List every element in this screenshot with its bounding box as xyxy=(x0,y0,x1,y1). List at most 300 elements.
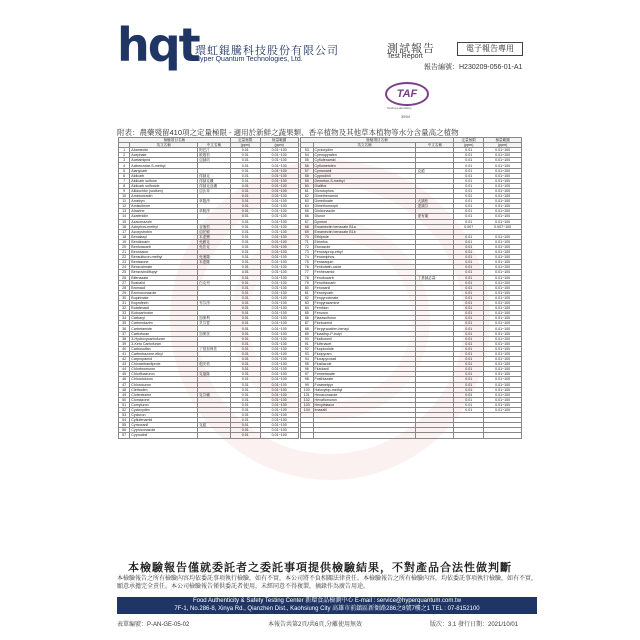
table-cell: 65 xyxy=(301,209,314,214)
table-cell: 0.01 xyxy=(230,178,260,183)
table-cell: 0.01 xyxy=(454,326,484,331)
table-cell: 克絕 xyxy=(198,423,231,428)
table-cell: 40 xyxy=(119,346,130,351)
taf-number: 3594 xyxy=(401,114,410,119)
table-cell: 27 xyxy=(119,280,130,285)
table-cell: Chlorantraniliprole xyxy=(130,362,198,367)
table-cell: 79 xyxy=(301,280,314,285)
unit-right-2: (ppm) xyxy=(484,143,522,148)
table-cell: Bupirimate xyxy=(130,295,198,300)
table-cell: 82 xyxy=(301,295,314,300)
table-cell: 5 xyxy=(119,168,130,173)
col-zh-right: 中文名稱 xyxy=(416,143,454,148)
table-cell: 達滅芬 xyxy=(416,204,454,209)
footer-disclaimer-text: 本檢驗報告之所有檢驗內容均依委託事項執行檢驗，如有不實，本公司將不負相關法律責任。本檢驗報告之所有檢驗內容，均依委託事項執行檢驗，如有不實，願意承擔完全責任。本公司檢驗報告僅供委託者使用，未經同意不得複製，摘錄作為廣告用途。 xyxy=(117,576,538,590)
report-title-zh: 測試報告 xyxy=(387,43,435,55)
table-cell: 0.01 xyxy=(230,326,260,331)
table-cell: Aldicarb sulfoxide xyxy=(130,183,198,188)
electronic-report-badge: 電子報告專用 xyxy=(457,42,523,56)
table-cell: 0.01 xyxy=(230,346,260,351)
table-cell: Allidochlor (sodium) xyxy=(130,188,198,193)
table-cell: 克絕 xyxy=(416,168,454,173)
table-cell xyxy=(484,433,522,438)
table-cell: 0.01~100 xyxy=(260,301,298,306)
table-cell: Hexaconazole xyxy=(313,392,416,397)
taf-logo: TAF xyxy=(385,82,429,106)
table-cell: 0.01~100 xyxy=(484,188,522,193)
table-cell xyxy=(301,433,314,438)
table-cell: 草脫淨 xyxy=(198,209,231,214)
footer-disclaimer-title: 本檢驗報告僅就委託者之委託事項提供檢驗結果，不對產品合法性做判斷 xyxy=(128,562,512,574)
table-cell: 15 xyxy=(119,219,130,224)
table-cell: Bromuconazole xyxy=(130,290,198,295)
table-cell: 52 xyxy=(119,407,130,412)
report-title-en: Test Report xyxy=(387,53,423,60)
table-cell: Ametryn xyxy=(130,199,198,204)
table-cell: Fenoxanil xyxy=(313,285,416,290)
table-cell: Emamectin benzoate B1b xyxy=(313,229,416,234)
table-cell: 0.01~100 xyxy=(260,158,298,163)
table-cell: 36 xyxy=(119,326,130,331)
table-cell: 0.01 xyxy=(230,270,260,275)
table-cell: 0.01 xyxy=(454,290,484,295)
table-cell: Bifenazate xyxy=(130,275,198,280)
table-cell: 92 xyxy=(301,346,314,351)
table-cell: Fenothiocarb xyxy=(313,280,416,285)
table-cell: Emamectin benzoate B1a xyxy=(313,224,416,229)
table-cell: 0.01~100 xyxy=(260,413,298,418)
table-cell: 0.01 xyxy=(230,316,260,321)
table-cell: 34 xyxy=(119,316,130,321)
table-cell: 0.01 xyxy=(454,158,484,163)
table-cell: 0.01 xyxy=(454,382,484,387)
table-cell: 0.01 xyxy=(230,367,260,372)
table-cell: Aldicarb sulfone xyxy=(130,178,198,183)
table-cell: Fenazaquin xyxy=(313,260,416,265)
table-cell: 0.01 xyxy=(230,311,260,316)
table-cell: 0.01~100 xyxy=(484,326,522,331)
table-cell: 0.01 xyxy=(230,168,260,173)
loq-header-right: 定量極限 xyxy=(454,138,484,143)
table-cell: Butafenacil xyxy=(130,306,198,311)
table-cell: Bromacil xyxy=(130,285,198,290)
table-cell: 0.01~100 xyxy=(260,183,298,188)
table-cell: 0.01 xyxy=(454,362,484,367)
table-cell: 0.01~100 xyxy=(484,351,522,356)
table-cell: 0.01 xyxy=(230,362,260,367)
table-cell: 亞滅培 xyxy=(198,158,231,163)
table-cell: 76 xyxy=(301,265,314,270)
table-cell: 0.01~100 xyxy=(484,402,522,407)
table-cell: 0.01 xyxy=(230,163,260,168)
table-cell: 0.01~100 xyxy=(260,357,298,362)
table-cell: 0.01~100 xyxy=(484,239,522,244)
version-info: 版次：3.1 發行日期：2021/10/01 xyxy=(430,622,519,628)
table-cell: 33 xyxy=(119,311,130,316)
table-cell: Fenpyroximate xyxy=(313,295,416,300)
table-cell: 0.01 xyxy=(454,209,484,214)
table-cell: 0.01~100 xyxy=(484,178,522,183)
table-cell: 加保利 xyxy=(198,316,231,321)
col-en-left: 英文名稱 xyxy=(130,143,198,148)
contact-line-2: 7F-1, No.286-8, Xinya Rd., Qianzhen Dist., Kaohsiung City 高雄市前鎮區新衙路286之8號7樓之1 TEL : 07-8152100 xyxy=(174,606,480,612)
table-cell: 0.01 xyxy=(230,255,260,260)
table-cell: Cyflufenamid xyxy=(313,158,416,163)
table-cell: 58 xyxy=(301,173,314,178)
table-cell: Chloroxuron xyxy=(130,382,198,387)
page-info: 本報告共第2頁/共6頁,分離使用無效 xyxy=(268,622,363,628)
table-cell: 0.01~100 xyxy=(260,311,298,316)
table-cell: 0.01 xyxy=(454,239,484,244)
table-cell: 0.01~100 xyxy=(484,255,522,260)
table-cell: 0.01~100 xyxy=(260,387,298,392)
table-cell: 0.01 xyxy=(230,413,260,418)
table-cell: 0.01~100 xyxy=(260,178,298,183)
table-cell: Fenbutatin-oxide xyxy=(313,265,416,270)
table-cell: 46 xyxy=(119,377,130,382)
table-cell: 78 xyxy=(301,275,314,280)
table-cell: 0.01~100 xyxy=(484,336,522,341)
table-cell: 0.01 xyxy=(454,250,484,255)
table-cell: 0.01~100 xyxy=(484,392,522,397)
table-cell: 0.01~100 xyxy=(484,316,522,321)
table-cell: Flonicamid xyxy=(313,321,416,326)
table-cell: 100 xyxy=(301,387,314,392)
table-cell: 0.01~100 xyxy=(484,260,522,265)
table-cell: 87 xyxy=(301,321,314,326)
table-cell: 59 xyxy=(301,178,314,183)
table-cell: 0.01 xyxy=(230,250,260,255)
table-cell: Cyflumetofen xyxy=(313,163,416,168)
table-cell: 丁基加保扶 xyxy=(198,346,231,351)
report-number: 報告編號：H230209-056-01-A1 xyxy=(424,64,523,71)
table-cell: Dymron xyxy=(313,219,416,224)
table-cell: 本達樂 xyxy=(198,234,231,239)
table-cell: 14 xyxy=(119,214,130,219)
table-cell: Cyflufenamid xyxy=(130,418,198,423)
table-cell: 0.01~100 xyxy=(484,194,522,199)
table-cell: 103 xyxy=(301,402,314,407)
table-cell: 0.01 xyxy=(230,194,260,199)
table-cell: 丁基滅必蝨 xyxy=(416,275,454,280)
table-cell: 10 xyxy=(119,194,130,199)
table-cell: 0.01~100 xyxy=(260,194,298,199)
table-cell: 0.01~100 xyxy=(260,270,298,275)
table-cell: 23 xyxy=(119,260,130,265)
table-cell: 0.01~100 xyxy=(260,423,298,428)
table-cell: Florpyrauxifen-benzyl xyxy=(313,326,416,331)
table-cell: Demeton-S-methyl xyxy=(313,178,416,183)
table-cell: 13 xyxy=(119,209,130,214)
table-cell: 0.01~100 xyxy=(484,234,522,239)
table-cell: 0.01~100 xyxy=(484,163,522,168)
table-cell: 0.01 xyxy=(230,295,260,300)
table-cell: Imazalil xyxy=(313,407,416,412)
table-cell xyxy=(198,433,231,438)
table-cell: 0.01 xyxy=(230,244,260,249)
table-cell: 91 xyxy=(301,341,314,346)
table-cell: 53 xyxy=(119,413,130,418)
table-cell: 0.01~100 xyxy=(260,351,298,356)
table-cell: 54 xyxy=(119,418,130,423)
table-cell: Diniconazole xyxy=(313,209,416,214)
table-cell: 0.01~100 xyxy=(484,341,522,346)
table-cell: 0.01 xyxy=(230,229,260,234)
table-cell: 64 xyxy=(301,204,314,209)
form-number: 表單編號：P-AN-GE-05-02 xyxy=(117,622,190,628)
group-header-left: 檢驗項目名稱 xyxy=(119,138,231,143)
table-cell: 56 xyxy=(301,163,314,168)
table-cell: 0.01 xyxy=(454,336,484,341)
table-cell: 0.01 xyxy=(230,423,260,428)
table-cell: 0.01 xyxy=(454,372,484,377)
table-cell: 0.01~100 xyxy=(260,392,298,397)
table-cell: 0.01 xyxy=(454,270,484,275)
table-cell: 0.01 xyxy=(454,397,484,402)
company-name-zh: 環虹錕騰科技股份有限公司 xyxy=(195,45,339,57)
table-cell: Dimethoate xyxy=(313,199,416,204)
table-cell: 0.01~100 xyxy=(260,173,298,178)
table-cell: 84 xyxy=(301,306,314,311)
table-cell: Flufenacet xyxy=(313,341,416,346)
table-cell: Carpropamid xyxy=(130,357,198,362)
table-cell: Etrimfos xyxy=(313,239,416,244)
table-cell: 0.01~100 xyxy=(260,224,298,229)
table-cell: 0.01~100 xyxy=(260,229,298,234)
table-cell: Ethiprole xyxy=(313,234,416,239)
table-cell: 0.01 xyxy=(230,148,260,153)
table-cell: Cymoxanil xyxy=(313,168,416,173)
table-cell: 0.01~100 xyxy=(484,377,522,382)
table-cell: Carbofuran xyxy=(130,331,198,336)
table-cell: 0.01~100 xyxy=(260,326,298,331)
col-zh-left: 中文名稱 xyxy=(198,143,231,148)
table-cell: 38 xyxy=(119,336,130,341)
table-cell: 0.01 xyxy=(230,387,260,392)
table-cell: 47 xyxy=(119,382,130,387)
table-cell: 0.01 xyxy=(454,219,484,224)
table-cell: 97 xyxy=(301,372,314,377)
unit-left-1: (ppm) xyxy=(230,143,260,148)
unit-left-2: (ppm) xyxy=(260,143,298,148)
table-cell: 加保扶 xyxy=(198,331,231,336)
table-cell: 0.01 xyxy=(454,244,484,249)
table-cell: 0.01 xyxy=(230,285,260,290)
table-cell: 42 xyxy=(119,357,130,362)
table-cell: 0.01~100 xyxy=(260,260,298,265)
table-cell: 95 xyxy=(301,362,314,367)
table-cell: 3-Hydroxycarbofuran xyxy=(130,336,198,341)
table-cell: 86 xyxy=(301,316,314,321)
table-cell: Azoxystrobin xyxy=(130,229,198,234)
table-cell: 21 xyxy=(119,250,130,255)
table-cell: Aldicarb xyxy=(130,173,198,178)
table-cell: 6 xyxy=(119,173,130,178)
table-cell: 0.007~100 xyxy=(484,224,522,229)
table-cell: Fenamiphos xyxy=(313,255,416,260)
table-cell: 0.01 xyxy=(454,341,484,346)
table-cell: 0.01 xyxy=(230,158,260,163)
table-cell: Amisulbrom xyxy=(130,204,198,209)
table-cell: 9 xyxy=(119,188,130,193)
table-cell: 0.01~100 xyxy=(484,367,522,372)
table-cell: 53 xyxy=(301,148,314,153)
table-cell: Carbendazim xyxy=(130,321,198,326)
table-cell: Ametoctradin xyxy=(130,194,198,199)
table-cell: 0.01~100 xyxy=(260,163,298,168)
table-cell: 0.01 xyxy=(454,188,484,193)
table-cell: 0.01~100 xyxy=(260,244,298,249)
table-cell: 102 xyxy=(301,397,314,402)
table-cell: 75 xyxy=(301,260,314,265)
table-cell: 0.01~100 xyxy=(260,280,298,285)
table-cell: 0.01~100 xyxy=(484,173,522,178)
table-cell: 得滅克 xyxy=(198,173,231,178)
table-cell: 0.01~100 xyxy=(484,357,522,362)
table-cell: Acephate xyxy=(130,153,198,158)
table-row xyxy=(119,433,522,438)
table-cell: Atrazine xyxy=(130,209,198,214)
table-cell: 0.01~100 xyxy=(260,382,298,387)
table-cell: 0.01~100 xyxy=(260,402,298,407)
table-cell: 0.01~100 xyxy=(484,346,522,351)
table-cell: Flusilazole xyxy=(313,362,416,367)
table-cell: 0.01~100 xyxy=(484,199,522,204)
table-cell: 0.01~100 xyxy=(260,331,298,336)
table-cell: 0.01 xyxy=(454,280,484,285)
table-cell: 0.01 xyxy=(230,209,260,214)
table-cell: 41 xyxy=(119,351,130,356)
table-cell: 白克列 xyxy=(198,280,231,285)
table-cell: 克芬蟎 xyxy=(198,392,231,397)
table-cell: 68 xyxy=(301,224,314,229)
table-cell: 毆殺松 xyxy=(198,153,231,158)
table-cell: 阿巴汀 xyxy=(198,148,231,153)
table-cell: 0.01~100 xyxy=(484,244,522,249)
table-cell: 0.01 xyxy=(454,148,484,153)
table-cell: 0.01 xyxy=(230,402,260,407)
table-cell: 0.01~100 xyxy=(260,214,298,219)
table-cell: Azinphos-methyl xyxy=(130,224,198,229)
table-cell: Fenobucarb xyxy=(313,275,416,280)
table-cell: 99 xyxy=(301,382,314,387)
table-cell: Fluopicolide xyxy=(313,346,416,351)
table-cell: 0.01~100 xyxy=(484,372,522,377)
table-cell: Carbosulfan xyxy=(130,346,198,351)
table-cell: 72 xyxy=(301,244,314,249)
table-cell: 0.01 xyxy=(230,407,260,412)
contact-line-1: Food Authenticity & Safety Testing Center 新環食品檢測中心 E-mail : service@hyperquantum.com.tw xyxy=(192,598,462,604)
table-cell: 48 xyxy=(119,387,130,392)
table-cell: 0.01~100 xyxy=(260,148,298,153)
table-cell: Chlorfluazuron xyxy=(130,372,198,377)
table-cell: 免速隆 xyxy=(198,255,231,260)
table-cell: 101 xyxy=(301,392,314,397)
table-cell: 0.01 xyxy=(454,173,484,178)
table-cell: 8 xyxy=(119,183,130,188)
table-cell: 104 xyxy=(301,407,314,412)
table-cell: 0.01 xyxy=(454,377,484,382)
table-cell: 0.01~100 xyxy=(484,407,522,412)
table-cell: 77 xyxy=(301,270,314,275)
table-cell: Fluazifop-P-butyl xyxy=(313,331,416,336)
pesticide-loq-table xyxy=(118,137,522,439)
table-cell: 0.01 xyxy=(454,163,484,168)
table-cell: Fenoxaprop-ethyl xyxy=(313,250,416,255)
table-cell: 0.01 xyxy=(454,260,484,265)
table-cell: 31 xyxy=(119,301,130,306)
table-cell: 0.01~100 xyxy=(484,331,522,336)
table-cell: 0.01~100 xyxy=(260,321,298,326)
table-cell: 0.01 xyxy=(230,321,260,326)
table-cell: 達有龍 xyxy=(416,214,454,219)
table-cell: 大滅松 xyxy=(416,199,454,204)
table-cell: Azafenidin xyxy=(130,214,198,219)
table-cell: Azaconazole xyxy=(130,219,198,224)
table-cell: 草殺淨 xyxy=(198,199,231,204)
table-cell: 85 xyxy=(301,311,314,316)
table-cell: 0.01 xyxy=(230,234,260,239)
table-cell: 谷速松 xyxy=(198,224,231,229)
table-cell: 0.01~100 xyxy=(484,265,522,270)
table-cell: Carbetamide xyxy=(130,326,198,331)
table-cell: 剋安勃 xyxy=(198,362,231,367)
table-cell: 0.01 xyxy=(230,199,260,204)
table-cell: Fenthion xyxy=(313,306,416,311)
table-cell: 0.01~100 xyxy=(260,316,298,321)
table-cell: 32 xyxy=(119,306,130,311)
table-cell: Fosthiazate xyxy=(313,377,416,382)
table-cell: 0.01 xyxy=(454,265,484,270)
table-cell: 35 xyxy=(119,321,130,326)
table-cell: Haloxyfop-methyl xyxy=(313,387,416,392)
table-cell: 0.01 xyxy=(230,428,260,433)
table-cell: 0.01 xyxy=(230,290,260,295)
table-cell: 3-Keto Carbofuran xyxy=(130,341,198,346)
table-cell: 0.01 xyxy=(230,173,260,178)
table-cell: 0.01~100 xyxy=(484,158,522,163)
table-cell: Cycluron xyxy=(130,413,198,418)
table-cell: Fluopyram xyxy=(313,351,416,356)
table-cell: 0.01 xyxy=(230,382,260,387)
table-cell: 0.01 xyxy=(230,204,260,209)
table-cell: Formetanate xyxy=(313,372,416,377)
table-cell: 55 xyxy=(301,158,314,163)
table-cell: Cymoxanil xyxy=(130,423,198,428)
loq-header-left: 定量極限 xyxy=(230,138,260,143)
table-cell: 60 xyxy=(301,183,314,188)
table-cell: Fenoxycarb xyxy=(313,290,416,295)
table-cell: 0.01 xyxy=(454,331,484,336)
table-cell: 17 xyxy=(119,229,130,234)
table-cell: 62 xyxy=(301,194,314,199)
table-cell: 0.01~100 xyxy=(484,275,522,280)
table-cell: 0.01 xyxy=(230,219,260,224)
table-cell: 7 xyxy=(119,178,130,183)
table-cell: 0.007 xyxy=(454,224,484,229)
table-cell: 亞汰草 xyxy=(198,188,231,193)
table-cell: Clomazone xyxy=(130,397,198,402)
table-cell: 克福隆 xyxy=(198,372,231,377)
table-cell: 63 xyxy=(301,199,314,204)
table-cell: Cyprodinil xyxy=(130,433,198,438)
table-cell: 0.01~100 xyxy=(260,219,298,224)
table-cell: 0.01~100 xyxy=(260,346,298,351)
table-cell: 0.01 xyxy=(230,183,260,188)
table-cell: 0.01~100 xyxy=(260,285,298,290)
table-cell: 0.01~100 xyxy=(260,428,298,433)
col-en-right: 英文名稱 xyxy=(313,143,416,148)
